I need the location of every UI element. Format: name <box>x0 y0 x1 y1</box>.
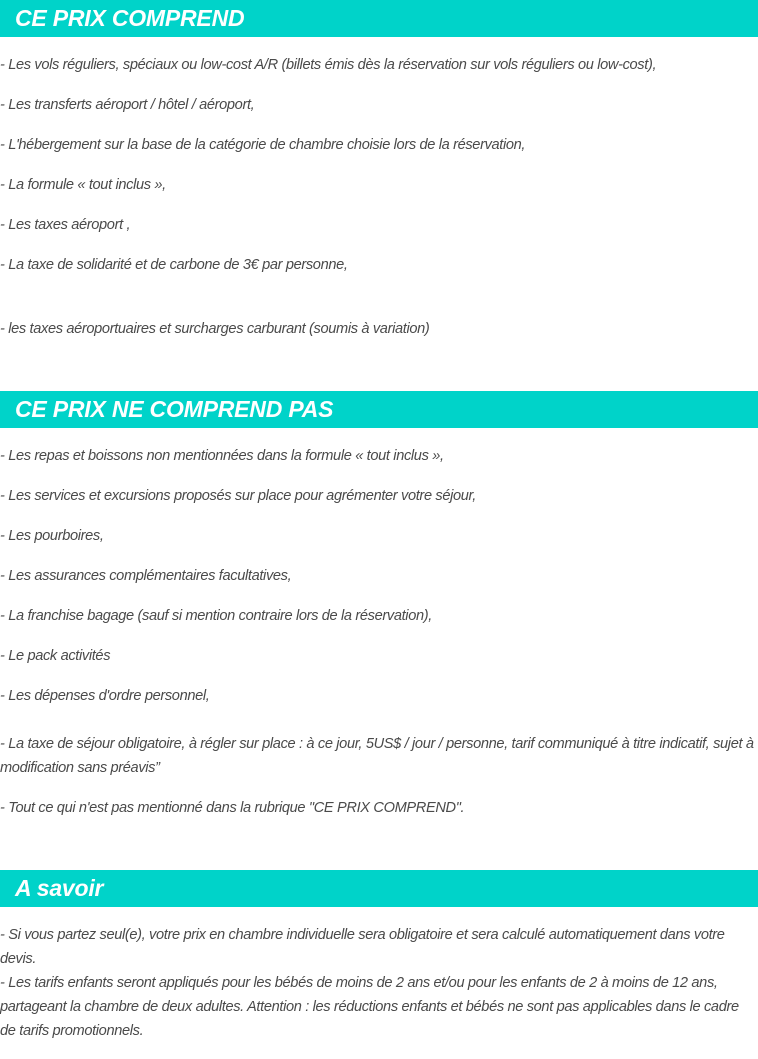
includes-item: - La formule « tout inclus », <box>0 177 166 193</box>
section-header-excludes: CE PRIX NE COMPREND PAS <box>0 391 758 428</box>
includes-item: - La taxe de solidarité et de carbone de 3€ par personne, <box>0 257 348 273</box>
good-to-know-item: - Les tarifs enfants seront appliqués pour les bébés de moins de 2 ans et/ou pour les enfants de 2 à moins de 12 ans, partageant la chambre de deux adultes. Attention : les réductions enfants et bébés ne sont pas applicables dans le cadre de tarifs promotionnels. <box>0 975 739 1039</box>
good-to-know-item: - Si vous partez seul(e), votre prix en chambre individuelle sera obligatoire et sera calculé automatiquement dans votre devis. <box>0 927 725 967</box>
includes-item: - Les transferts aéroport / hôtel / aéroport, <box>0 97 255 113</box>
excludes-item: - Les assurances complémentaires facultatives, <box>0 568 292 584</box>
excludes-item: - La franchise bagage (sauf si mention contraire lors de la réservation), <box>0 608 432 624</box>
excludes-item: - Le pack activités <box>0 648 111 664</box>
excludes-item: - Les pourboires, <box>0 528 104 544</box>
section-header-includes: CE PRIX COMPREND <box>0 0 758 37</box>
includes-item: - L'hébergement sur la base de la catégorie de chambre choisie lors de la réservation, <box>0 137 526 153</box>
excludes-item: - Les services et excursions proposés sur place pour agrémenter votre séjour, <box>0 488 476 504</box>
excludes-item: - Les dépenses d'ordre personnel, <box>0 688 210 704</box>
includes-item: - Les taxes aéroport , <box>0 217 131 233</box>
includes-item: - les taxes aéroportuaires et surcharges carburant (soumis à variation) <box>0 321 430 337</box>
excludes-item: - Tout ce qui n'est pas mentionné dans la rubrique "CE PRIX COMPREND". <box>0 800 465 816</box>
includes-item: - Les vols réguliers, spéciaux ou low-cost A/R (billets émis dès la réservation sur vols réguliers ou low-cost), <box>0 57 657 73</box>
excludes-item: - La taxe de séjour obligatoire, à régler sur place : à ce jour, 5US$ / jour / personne, tarif communiqué à titre indicatif, sujet à modification sans préavis” <box>0 736 754 776</box>
excludes-item: - Les repas et boissons non mentionnées dans la formule « tout inclus », <box>0 448 444 464</box>
section-header-good-to-know: A savoir <box>0 870 758 907</box>
